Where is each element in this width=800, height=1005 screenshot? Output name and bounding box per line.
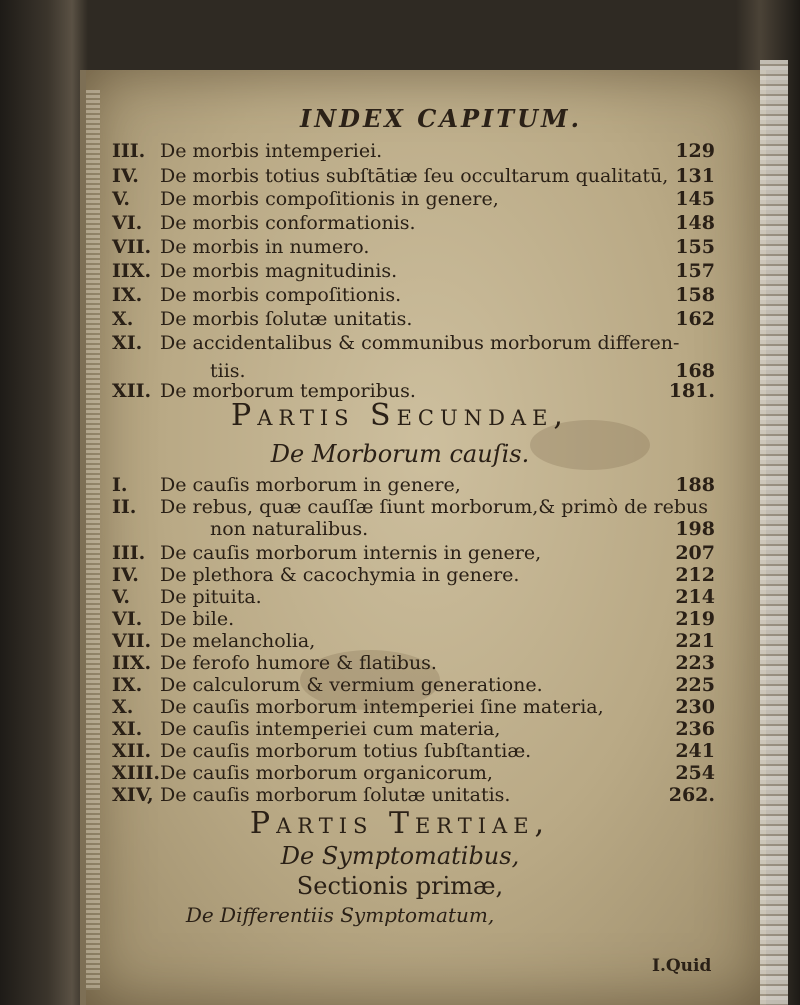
index-entry: [0, 186, 800, 212]
chapter-number: VII.: [112, 630, 152, 652]
page-number: 230: [675, 696, 715, 718]
page-number: 241: [675, 740, 715, 762]
chapter-number: III.: [112, 542, 146, 564]
chapter-number: VII.: [112, 236, 152, 258]
chapter-number: V.: [112, 188, 131, 210]
page-number: 188: [675, 474, 715, 496]
chapter-number: VI.: [112, 608, 143, 630]
chapter-number: VI.: [112, 212, 143, 234]
chapter-number: XIII.: [112, 762, 161, 784]
chapter-number: III.: [112, 140, 146, 162]
chapter-title: De cauſis morborum totius ſubſtantiæ.: [160, 740, 532, 762]
chapter-number: IV.: [112, 165, 139, 187]
page-number: 198: [675, 518, 715, 540]
part-subheading: De Symptomatibus,: [280, 842, 520, 870]
chapter-number: X.: [112, 308, 134, 330]
index-entry: [0, 330, 800, 382]
chapter-title: De morbis ſolutæ unitatis.: [160, 308, 413, 330]
index-entry: [0, 234, 800, 260]
section-description: De Differentiis Symptomatum,: [185, 903, 495, 927]
page-number: 155: [675, 236, 715, 258]
index-entry: [0, 282, 800, 308]
chapter-title: De rebus, quæ cauſſæ ſiunt morborum,& primò de rebus: [160, 496, 709, 518]
chapter-title: De bile.: [160, 608, 235, 630]
chapter-number: IX.: [112, 284, 143, 306]
page-number: 157: [675, 260, 715, 282]
page-number: 219: [675, 608, 715, 630]
page-number: 254: [675, 762, 715, 784]
chapter-title: De morborum temporibus.: [160, 380, 416, 402]
chapter-title: De melancholia,: [160, 630, 316, 652]
running-header: INDEX CAPITUM.: [300, 104, 582, 133]
chapter-title: De cauſis morborum in genere,: [160, 474, 461, 496]
chapter-number: X.: [112, 696, 134, 718]
chapter-title: De morbis compoſitionis in genere,: [160, 188, 499, 210]
chapter-title: De pituita.: [160, 586, 262, 608]
page-number: 214: [675, 586, 715, 608]
chapter-number: IIX.: [112, 652, 152, 674]
page-number: 145: [675, 188, 715, 210]
chapter-number: XIV,: [112, 784, 154, 806]
page-number: 158: [675, 284, 715, 306]
chapter-title: De morbis conformationis.: [160, 212, 416, 234]
section-heading: Sectionis primæ,: [296, 872, 504, 900]
index-entry: [0, 210, 800, 236]
chapter-title: De cauſis morborum internis in genere,: [160, 542, 542, 564]
chapter-number: IIX.: [112, 260, 152, 282]
page-number: 236: [675, 718, 715, 740]
chapter-title: De morbis intemperiei.: [160, 140, 383, 162]
chapter-title: De calculorum & vermium generatione.: [160, 674, 543, 696]
chapter-number: XI.: [112, 718, 143, 740]
chapter-title: De cauſis intemperiei cum materia,: [160, 718, 501, 740]
chapter-number: XII.: [112, 740, 152, 762]
chapter-title: De morbis in numero.: [160, 236, 370, 258]
chapter-title: De cauſis morborum intemperiei ſine materia,: [160, 696, 604, 718]
chapter-title: De plethora & cacochymia in genere.: [160, 564, 520, 586]
chapter-number: I.: [112, 474, 128, 496]
chapter-number: XII.: [112, 380, 152, 402]
chapter-title-continued: non naturalibus.: [210, 518, 369, 540]
part-subheading: De Morborum cauſis.: [270, 440, 530, 468]
page-number: 168: [675, 360, 715, 382]
chapter-title: De morbis totius subſtātiæ ſeu occultarum qualitatū,: [160, 165, 669, 187]
chapter-title: De cauſis morborum ſolutæ unitatis.: [160, 784, 511, 806]
chapter-title: De morbis magnitudinis.: [160, 260, 398, 282]
page-number: 207: [675, 542, 715, 564]
page-number: 225: [675, 674, 715, 696]
page-number: 148: [675, 212, 715, 234]
page-number: 262.: [668, 784, 715, 806]
catchword: I.Quid: [652, 956, 712, 976]
part-heading: Partis Secundae,: [231, 398, 569, 433]
index-entry: [0, 138, 800, 164]
chapter-title: De morbis compoſitionis.: [160, 284, 402, 306]
chapter-title: De cauſis morborum organicorum,: [160, 762, 493, 784]
chapter-number: IX.: [112, 674, 143, 696]
page-number: 162: [675, 308, 715, 330]
index-entry: [0, 258, 800, 284]
chapter-number: V.: [112, 586, 131, 608]
index-entry: [0, 494, 800, 540]
chapter-title: De accidentalibus & communibus morborum differen-: [160, 332, 680, 354]
chapter-number: IV.: [112, 564, 139, 586]
page-number: 181.: [668, 380, 715, 402]
chapter-number: II.: [112, 496, 137, 518]
index-entry: [0, 306, 800, 332]
index-entry: [0, 782, 800, 808]
page-number: 223: [675, 652, 715, 674]
page-number: 131: [675, 165, 715, 187]
chapter-title: De ferofo humore & flatibus.: [160, 652, 437, 674]
page-number: 212: [675, 564, 715, 586]
page-number: 221: [675, 630, 715, 652]
chapter-number: XI.: [112, 332, 143, 354]
part-heading: Partis Tertiae,: [249, 806, 551, 841]
page-number: 129: [675, 140, 715, 162]
chapter-title-continued: tiis.: [210, 360, 246, 382]
